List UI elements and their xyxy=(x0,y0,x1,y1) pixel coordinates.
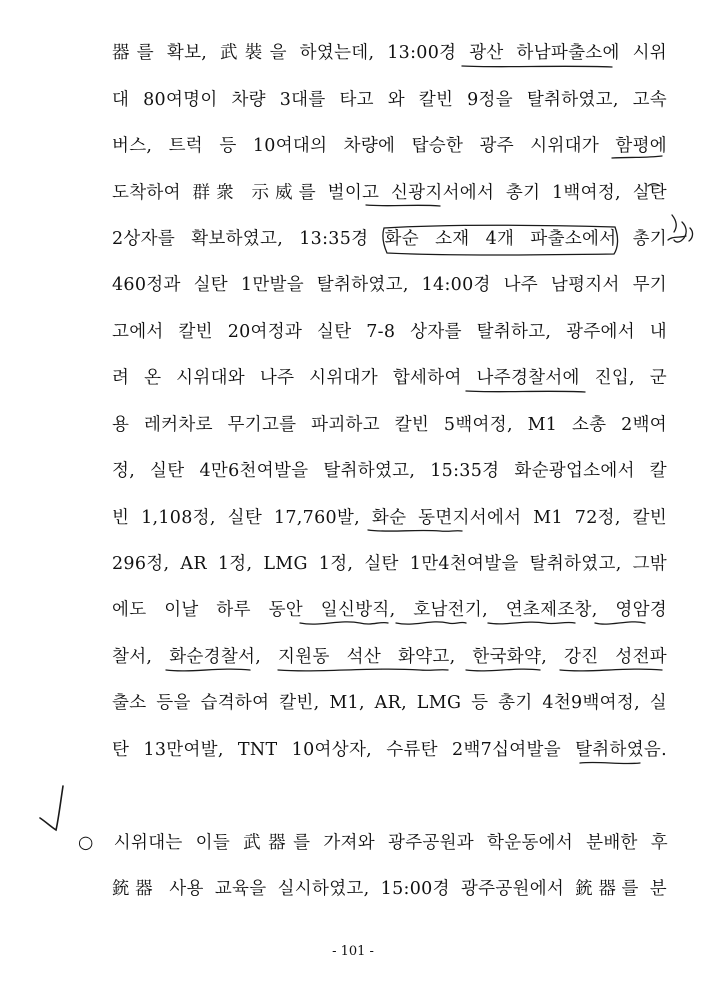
text-line-6: 460정과 실탄 1만발을 탈취하였고, 14:00경 나주 남평지서 무기 xyxy=(112,275,667,295)
text-line-14: 찰서, 화순경찰서, 지원동 석산 화약고, 한국화약, 강진 성전파 xyxy=(112,647,667,667)
text-line-15: 출소 등을 습격하여 칼빈, M1, AR, LMG 등 총기 4천9백여정, 실 xyxy=(112,693,667,713)
text-line-1: 器를 확보, 武裝을 하였는데, 13:00경 광산 하남파출소에 시위 xyxy=(112,43,667,63)
text-line-8: 려 온 시위대와 나주 시위대가 합세하여 나주경찰서에 진입, 군 xyxy=(112,368,667,388)
text-line-13: 에도 이날 하루 동안 일신방직, 호남전기, 연초제조창, 영암경 xyxy=(112,600,667,620)
text-line-9: 용 레커차로 무기고를 파괴하고 칼빈 5백여정, M1 소총 2백여 xyxy=(112,415,667,435)
bullet-line-2: 銃器 사용 교육을 실시하였고, 15:00경 광주공원에서 銃器를 분 xyxy=(112,879,667,899)
text-line-4: 도착하여 群衆 示威를 벌이고 신광지서에서 총기 1백여정, 실탄 xyxy=(112,183,667,203)
page-number: - 101 - xyxy=(332,944,374,959)
text-line-10: 정, 실탄 4만6천여발을 탈취하였고, 15:35경 화순광업소에서 칼 xyxy=(112,461,667,481)
text-line-12: 296정, AR 1정, LMG 1정, 실탄 1만4천여발을 탈취하였고, 그밖 xyxy=(112,554,667,574)
text-line-3: 버스, 트럭 등 10여대의 차량에 탑승한 광주 시위대가 함평에 xyxy=(112,136,667,156)
text-line-7: 고에서 칼빈 20여정과 실탄 7-8 상자를 탈취하고, 광주에서 내 xyxy=(112,322,667,342)
text-line-5: 2상자를 확보하였고, 13:35경 화순 소재 4개 파출소에서 총기 xyxy=(112,229,667,249)
text-line-11: 빈 1,108정, 실탄 17,760발, 화순 동면지서에서 M1 72정, 칼빈 xyxy=(112,508,667,528)
text-line-2: 대 80여명이 차량 3대를 타고 와 칼빈 9정을 탈취하였고, 고속 xyxy=(112,90,667,110)
bullet-line-1: ○ 시위대는 이들 武器를 가져와 광주공원과 학운동에서 분배한 후 xyxy=(78,833,668,853)
text-line-16: 탄 13만여발, TNT 10여상자, 수류탄 2백7십여발을 탈취하였음. xyxy=(112,740,667,760)
